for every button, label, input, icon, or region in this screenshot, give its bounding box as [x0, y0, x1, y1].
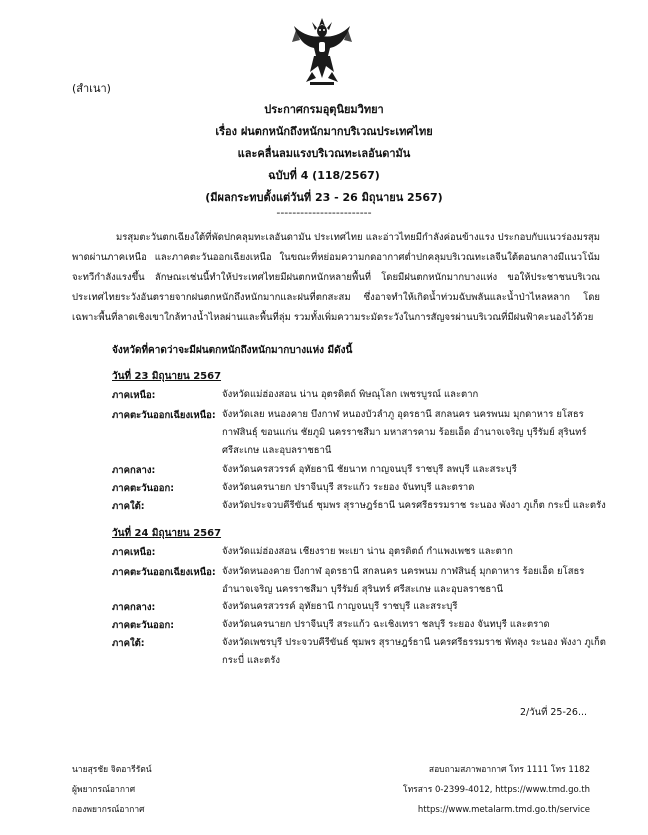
- continuation-marker: 2/วันที่ 25-26...: [520, 707, 588, 718]
- contact-fax-website: โทรสาร 0-2399-4012, https://www.tmd.go.th: [403, 785, 590, 795]
- announcement-subject-cont: และคลื่นลมแรงบริเวณทะเลอันดามัน: [237, 147, 411, 160]
- copy-mark: (สำเนา): [72, 82, 111, 95]
- region-label: ภาคตะวันออกเฉียงเหนือ:: [112, 410, 216, 421]
- day-title: วันที่ 24 มิถุนายน 2567: [112, 528, 222, 539]
- day-title: วันที่ 23 มิถุนายน 2567: [112, 371, 222, 382]
- header-rule: ------------------------: [276, 206, 372, 219]
- issue-number: ฉบับที่ 4 (118/2567): [268, 169, 380, 182]
- body-paragraph-text: มรสุมตะวันตกเฉียงใต้ที่พัดปกคลุมทะเลอันดามัน ประเทศไทย และอ่าวไทยมีกำลังค่อนข้างแรง ประกอบกับแนวร่องมรสุมพาดผ่านภาคเหนือ และภาคตะวันออกเฉียงเหนือ ในขณะที่หย่อมความกดอากาศต่ำปกคลุมบริเวณทะเลจีนใต้ตอนกลางมีแนวโน้มจะทวีกำลังแรงขึ้น ลักษณะเช่นนี้ทำให้ประเทศไทยมีฝนตกหนักหลายพื้นที่ โดยมีฝนตกหนักมากบางแห่ง ขอให้ประชาชนบริเวณประเทศไทยระวังอันตรายจากฝนตกหนักถึงหนักมากและฝนที่ตกสะสม ซึ่งอาจทำให้เกิดน้ำท่วมฉับพลันและน้ำป่าไหลหลาก โดยเฉพาะพื้นที่ลาดเชิงเขาใกล้ทางน้ำไหลผ่านและพื้นที่ลุ่ม รวมทั้งเพิ่มความระมัดระวังในการสัญจรผ่านบริเวณที่มีฝนฟ้าคะนองไว้ด้วย: [72, 232, 600, 323]
- region-provinces: จังหวัดนครนายก ปราจีนบุรี สระแก้ว ระยอง จันทบุรี และตราด: [222, 482, 475, 493]
- region-label: ภาคเหนือ:: [112, 547, 156, 558]
- province-list-heading: จังหวัดที่คาดว่าจะมีฝนตกหนักถึงหนักมากบางแห่ง มีดังนี้: [112, 345, 353, 356]
- region-provinces: จังหวัดเลย หนองคาย บึงกาฬ หนองบัวลำภู อุดรธานี สกลนคร นครพนม มุกดาหาร ยโสธร กาฬสินธุ์ ขอนแก่น ชัยภูมิ นครราชสีมา มหาสารคาม ร้อยเอ็ด อำนาจเจริญ บุรีรัมย์ สุรินทร์ ศรีสะเกษ และอุบลราชธานี: [222, 409, 587, 456]
- region-provinces: จังหวัดนครนายก ปราจีนบุรี สระแก้ว ฉะเชิงเทรา ชลบุรี ระยอง จันทบุรี และตราด: [222, 619, 550, 630]
- region-label: ภาคกลาง:: [112, 465, 156, 476]
- signatory-division: กองพยากรณ์อากาศ: [72, 805, 145, 815]
- garuda-emblem-icon: [290, 16, 354, 90]
- contact-hotline: สอบถามสภาพอากาศ โทร 1111 โทร 1182: [428, 765, 590, 775]
- region-provinces: จังหวัดแม่ฮ่องสอน น่าน อุตรดิตถ์ พิษณุโลก เพชรบูรณ์ และตาก: [222, 389, 479, 400]
- region-label: ภาคตะวันออก:: [112, 483, 175, 494]
- region-label: ภาคใต้:: [112, 638, 145, 649]
- contact-block: [403, 760, 590, 820]
- region-provinces: จังหวัดเพชรบุรี ประจวบคีรีขันธ์ ชุมพร สุราษฎร์ธานี นครศรีธรรมราช พัทลุง ระนอง พังงา ภูเก็ต กระบี่ และตรัง: [222, 637, 606, 666]
- region-provinces: จังหวัดนครสวรรค์ อุทัยธานี กาญจนบุรี ราชบุรี และสระบุรี: [222, 601, 458, 612]
- signatory-title: ผู้พยากรณ์อากาศ: [72, 785, 136, 795]
- region-provinces: จังหวัดหนองคาย บึงกาฬ อุดรธานี สกลนคร นครพนม กาฬสินธุ์ มุกดาหาร ร้อยเอ็ด ยโสธร อำนาจเจริญ นครราชสีมา บุรีรัมย์ สุรินทร์ ศรีสะเกษ และอุบลราชธานี: [222, 566, 585, 595]
- region-provinces: จังหวัดนครสวรรค์ อุทัยธานี ชัยนาท กาญจนบุรี ราชบุรี ลพบุรี และสระบุรี: [222, 464, 517, 475]
- region-label: ภาคตะวันออกเฉียงเหนือ:: [112, 567, 216, 578]
- body-paragraph: [72, 228, 600, 328]
- region-label: ภาคเหนือ:: [112, 390, 156, 401]
- signatory-name: นายสุรชัย จิตอารีรัตน์: [72, 765, 152, 775]
- region-label: ภาคกลาง:: [112, 602, 156, 613]
- region-provinces: จังหวัดประจวบคีรีขันธ์ ชุมพร สุราษฎร์ธานี นครศรีธรรมราช ระนอง พังงา ภูเก็ต กระบี่ และตรัง: [222, 500, 606, 511]
- announcement-title: ประกาศกรมอุตุนิยมวิทยา: [264, 103, 384, 116]
- announcement-subject: เรื่อง ฝนตกหนักถึงหนักมากบริเวณประเทศไทย: [215, 125, 433, 138]
- signatory-block: [72, 760, 152, 820]
- effective-period: (มีผลกระทบตั้งแต่วันที่ 23 - 26 มิถุนายน 2567): [205, 191, 443, 204]
- region-provinces: จังหวัดแม่ฮ่องสอน เชียงราย พะเยา น่าน อุตรดิตถ์ กำแพงเพชร และตาก: [222, 546, 513, 557]
- region-label: ภาคตะวันออก:: [112, 620, 175, 631]
- region-label: ภาคใต้:: [112, 501, 145, 512]
- contact-service-url[interactable]: https://www.metalarm.tmd.go.th/service: [417, 805, 590, 815]
